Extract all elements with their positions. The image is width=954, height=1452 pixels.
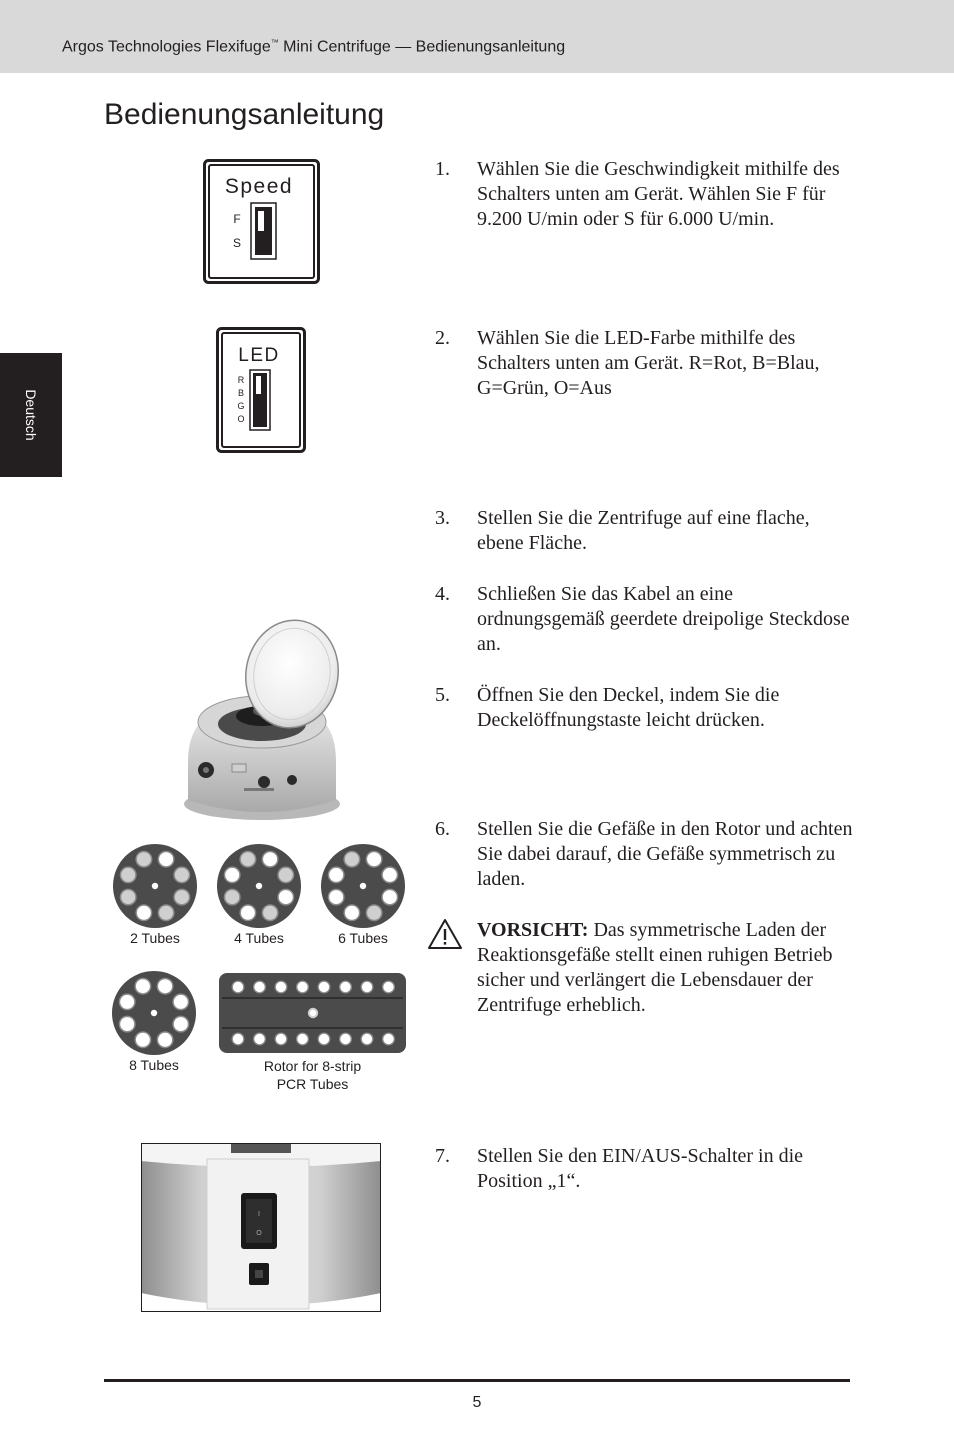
rotor-slot: [151, 1010, 157, 1016]
caption-6-tubes: 6 Tubes: [338, 930, 388, 946]
rotor-slot: [279, 868, 293, 882]
rotor-slot: [121, 890, 135, 904]
power-switch-illustration: [141, 1143, 381, 1312]
step-number: 3.: [435, 507, 450, 529]
language-tab: [0, 353, 62, 477]
rotor-slot: [340, 982, 350, 992]
page-header: [0, 0, 954, 73]
speed-label: Speed: [224, 175, 294, 198]
rotor-diagram-8-tubes: [111, 970, 197, 1056]
rotor-slot: [360, 883, 366, 889]
speed-switch-figure: [203, 159, 320, 284]
step-number: 1.: [435, 158, 450, 180]
speed-option-s: S: [232, 236, 242, 250]
step-text: Stellen Sie die Gefäße in den Rotor und achten Sie dabei darauf, die Gefäße symmetrisch zu laden.: [477, 818, 853, 890]
rotor-slot: [175, 890, 189, 904]
step-text: Wählen Sie die Geschwindigkeit mithilfe des Schalters unten am Gerät. Wählen Sie F für 9.200 U/min oder S für 6.000 U/min.: [477, 158, 840, 230]
rotor-slot: [367, 906, 381, 920]
rotor-slot: [340, 1034, 350, 1044]
step-7: [435, 1144, 855, 1194]
rotor-slot: [120, 995, 134, 1009]
speed-option-f: F: [233, 212, 241, 226]
power-on-mark: I: [258, 1211, 260, 1218]
rotor-slot: [152, 883, 158, 889]
step-number: 2.: [435, 327, 450, 349]
rotor-slot: [159, 852, 173, 866]
step-5: [435, 683, 855, 733]
rotor-slot: [383, 1034, 393, 1044]
step-3: [435, 506, 855, 556]
rotor-slot: [383, 982, 393, 992]
rotor-slot: [383, 890, 397, 904]
rotor-slot: [263, 906, 277, 920]
rotor-slot: [159, 906, 173, 920]
rotor-slot: [345, 906, 359, 920]
power-off-mark: O: [256, 1230, 262, 1237]
rotor-slot: [120, 1017, 134, 1031]
rotor-slot: [254, 1034, 264, 1044]
page-title: Bedienungsanleitung: [104, 98, 385, 131]
caution-label: VORSICHT:: [477, 919, 589, 941]
led-switch-figure: [216, 327, 306, 453]
caption-pcr-strip: Rotor for 8-strip PCR Tubes: [263, 1058, 362, 1092]
centrifuge-illustration: [180, 612, 346, 824]
rotor-slot: [345, 852, 359, 866]
rotor-slot: [367, 852, 381, 866]
rotor-diagram-2-tubes: [112, 843, 198, 929]
rotor-slot: [329, 890, 343, 904]
rotor-slot: [319, 1034, 329, 1044]
led-option-r: R: [237, 375, 245, 385]
rotor-slot: [319, 982, 329, 992]
rotor-diagram-6-tubes: [320, 843, 406, 929]
rotor-slot: [175, 868, 189, 882]
caption-4-tubes: 4 Tubes: [234, 930, 284, 946]
rotor-slot: [225, 890, 239, 904]
rotor-diagram-4-tubes: [216, 843, 302, 929]
step-text: Öffnen Sie den Deckel, indem Sie die Deckelöffnungstaste leicht drücken.: [477, 684, 780, 731]
rotor-slot: [241, 852, 255, 866]
step-6: [435, 817, 855, 892]
rotor-slot: [276, 1034, 286, 1044]
rotor-slot: [233, 1034, 243, 1044]
rotor-slot: [174, 1017, 188, 1031]
rotor-slot: [297, 982, 307, 992]
rotor-slot: [383, 868, 397, 882]
rotor-slot: [233, 982, 243, 992]
led-option-g: G: [237, 401, 245, 411]
step-text: Schließen Sie das Kabel an eine ordnungsgemäß geerdete dreipolige Steckdose an.: [477, 583, 850, 655]
rotor-slot: [329, 868, 343, 882]
step-4: [435, 582, 855, 657]
step-text: Stellen Sie den EIN/AUS-Schalter in die Position „1“.: [477, 1145, 804, 1192]
step-number: 7.: [435, 1145, 450, 1167]
rotor-slot: [158, 979, 172, 993]
rotor-slot: [241, 906, 255, 920]
led-label: LED: [238, 345, 280, 366]
rotor-slot: [225, 868, 239, 882]
rotor-slot: [254, 982, 264, 992]
step-1: [435, 157, 855, 232]
caption-2-tubes: 2 Tubes: [130, 930, 180, 946]
caption-8-tubes: 8 Tubes: [129, 1057, 179, 1073]
rotor-slot: [263, 852, 277, 866]
rotor-slot: [279, 890, 293, 904]
rotor-slot: [362, 1034, 372, 1044]
step-number: 6.: [435, 818, 450, 840]
footer-rule: [104, 1379, 850, 1382]
step-number: 4.: [435, 583, 450, 605]
step-text: Wählen Sie die LED-Farbe mithilfe des Schalters unten am Gerät. R=Rot, B=Blau, G=Grün, O=Aus: [477, 327, 820, 399]
rotor-slot: [121, 868, 135, 882]
step-number: 5.: [435, 684, 450, 706]
rotor-slot: [310, 1010, 316, 1016]
rotor-slot: [158, 1033, 172, 1047]
rotor-slot: [137, 906, 151, 920]
step-text: Stellen Sie die Zentrifuge auf eine flache, ebene Fläche.: [477, 507, 810, 554]
rotor-slot: [362, 982, 372, 992]
rotor-slot: [136, 979, 150, 993]
rotor-slot: [256, 883, 262, 889]
led-option-b: B: [237, 388, 245, 398]
rotor-slot: [276, 982, 286, 992]
led-option-o: O: [237, 414, 245, 424]
caution-text: Das symmetrische Laden der Reaktionsgefäße stellt einen ruhigen Betrieb sicher und verlängert die Lebensdauer der Zentrifuge erheblich.: [477, 919, 833, 1016]
rotor-diagram-pcr-strip: [218, 972, 407, 1054]
header-title: Argos Technologies Flexifuge™ Mini Centrifuge — Bedienungsanleitung: [62, 38, 566, 56]
rotor-slot: [174, 995, 188, 1009]
page-number: 5: [472, 1394, 482, 1411]
rotor-slot: [136, 1033, 150, 1047]
rotor-slot: [137, 852, 151, 866]
caution-note: [435, 918, 855, 1018]
step-2: [435, 326, 855, 401]
rotor-slot: [297, 1034, 307, 1044]
language-tab-label: Deutsch: [23, 389, 39, 441]
